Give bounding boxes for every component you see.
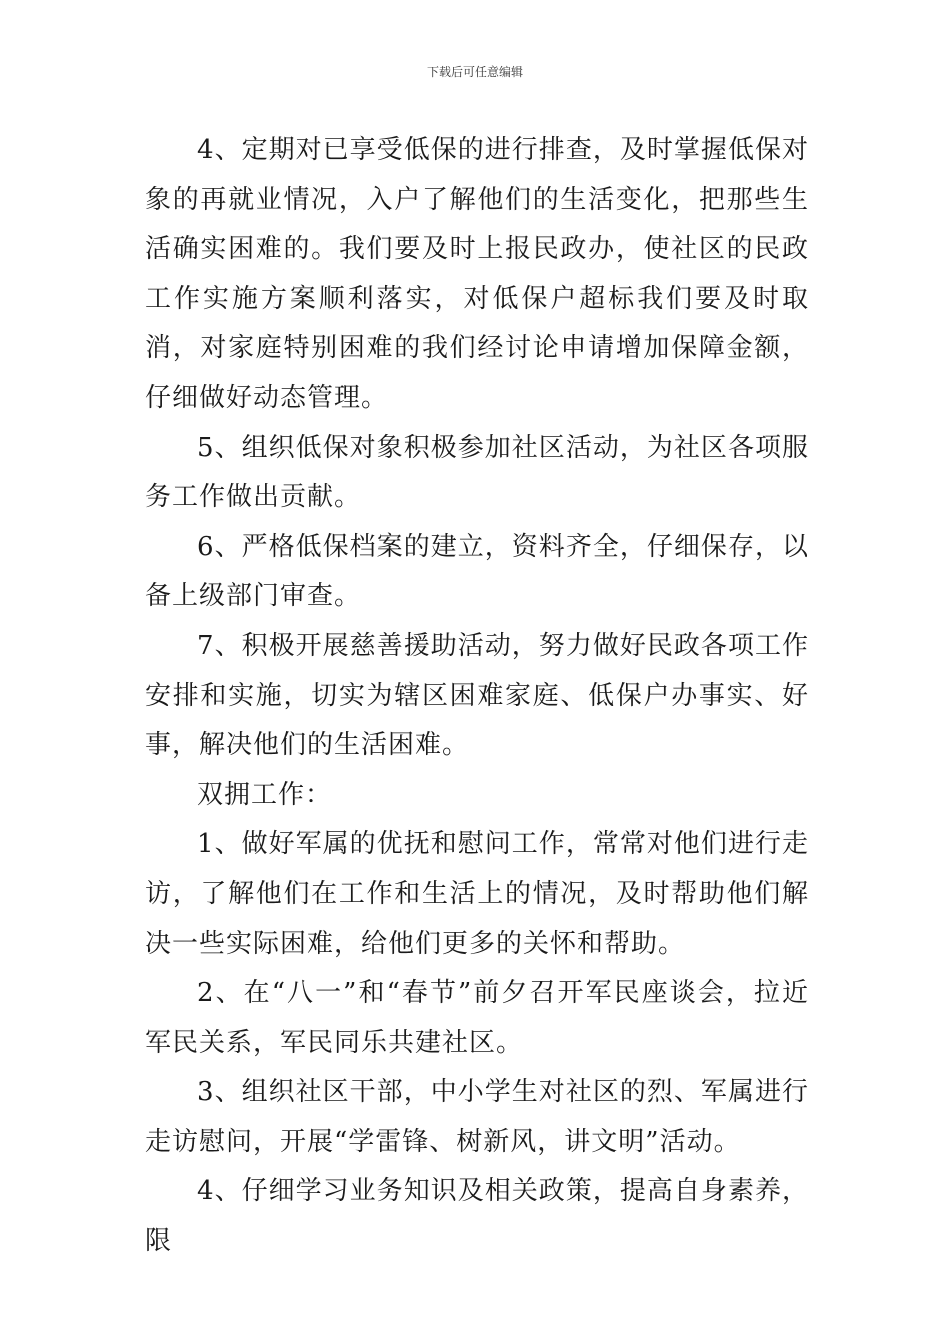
paragraph-lowincome-review: 4、定期对已享受低保的进行排查，及时掌握低保对象的再就业情况，入户了解他们的生活变化，把那些生活确实困难的。我们要及时上报民政办，使社区的民政工作实施方案顺利落实，对低保户超标我们要及时取消，对家庭特别困难的我们经讨论申请增加保障金额，仔细做好动态管理。: [145, 135, 809, 413]
paragraph-charity-aid: 7、积极开展慈善援助活动，努力做好民政各项工作安排和实施，切实为辖区困难家庭、低保户办事实、好事，解决他们的生活困难。: [145, 630, 809, 761]
section-heading-shuangyong: 双拥工作：: [197, 779, 333, 810]
paragraph-military-families: 1、做好军属的优抚和慰问工作，常常对他们进行走访，了解他们在工作和生活上的情况，及时帮助他们解决一些实际困难，给他们更多的关怀和帮助。: [145, 829, 809, 959]
paragraph-lowincome-archives: 6、严格低保档案的建立，资料齐全，仔细保存，以备上级部门审查。: [145, 531, 809, 612]
page-header-note: 下载后可任意编辑: [426, 65, 523, 79]
paragraph-study: 4、仔细学习业务知识及相关政策，提高自身素养，限: [145, 1176, 809, 1257]
paragraph-lowincome-activities: 5、组织低保对象积极参加社区活动，为社区各项服务工作做出贡献。: [145, 432, 809, 513]
document-body: [145, 126, 809, 1267]
paragraph-visits: 3、组织社区干部，中小学生对社区的烈、军属进行走访慰问，开展“学雷锋、树新风，讲文明”活动。: [145, 1077, 809, 1157]
paragraph-forum: 2、在“八一”和“春节”前夕召开军民座谈会，拉近军民关系，军民同乐共建社区。: [145, 978, 809, 1058]
